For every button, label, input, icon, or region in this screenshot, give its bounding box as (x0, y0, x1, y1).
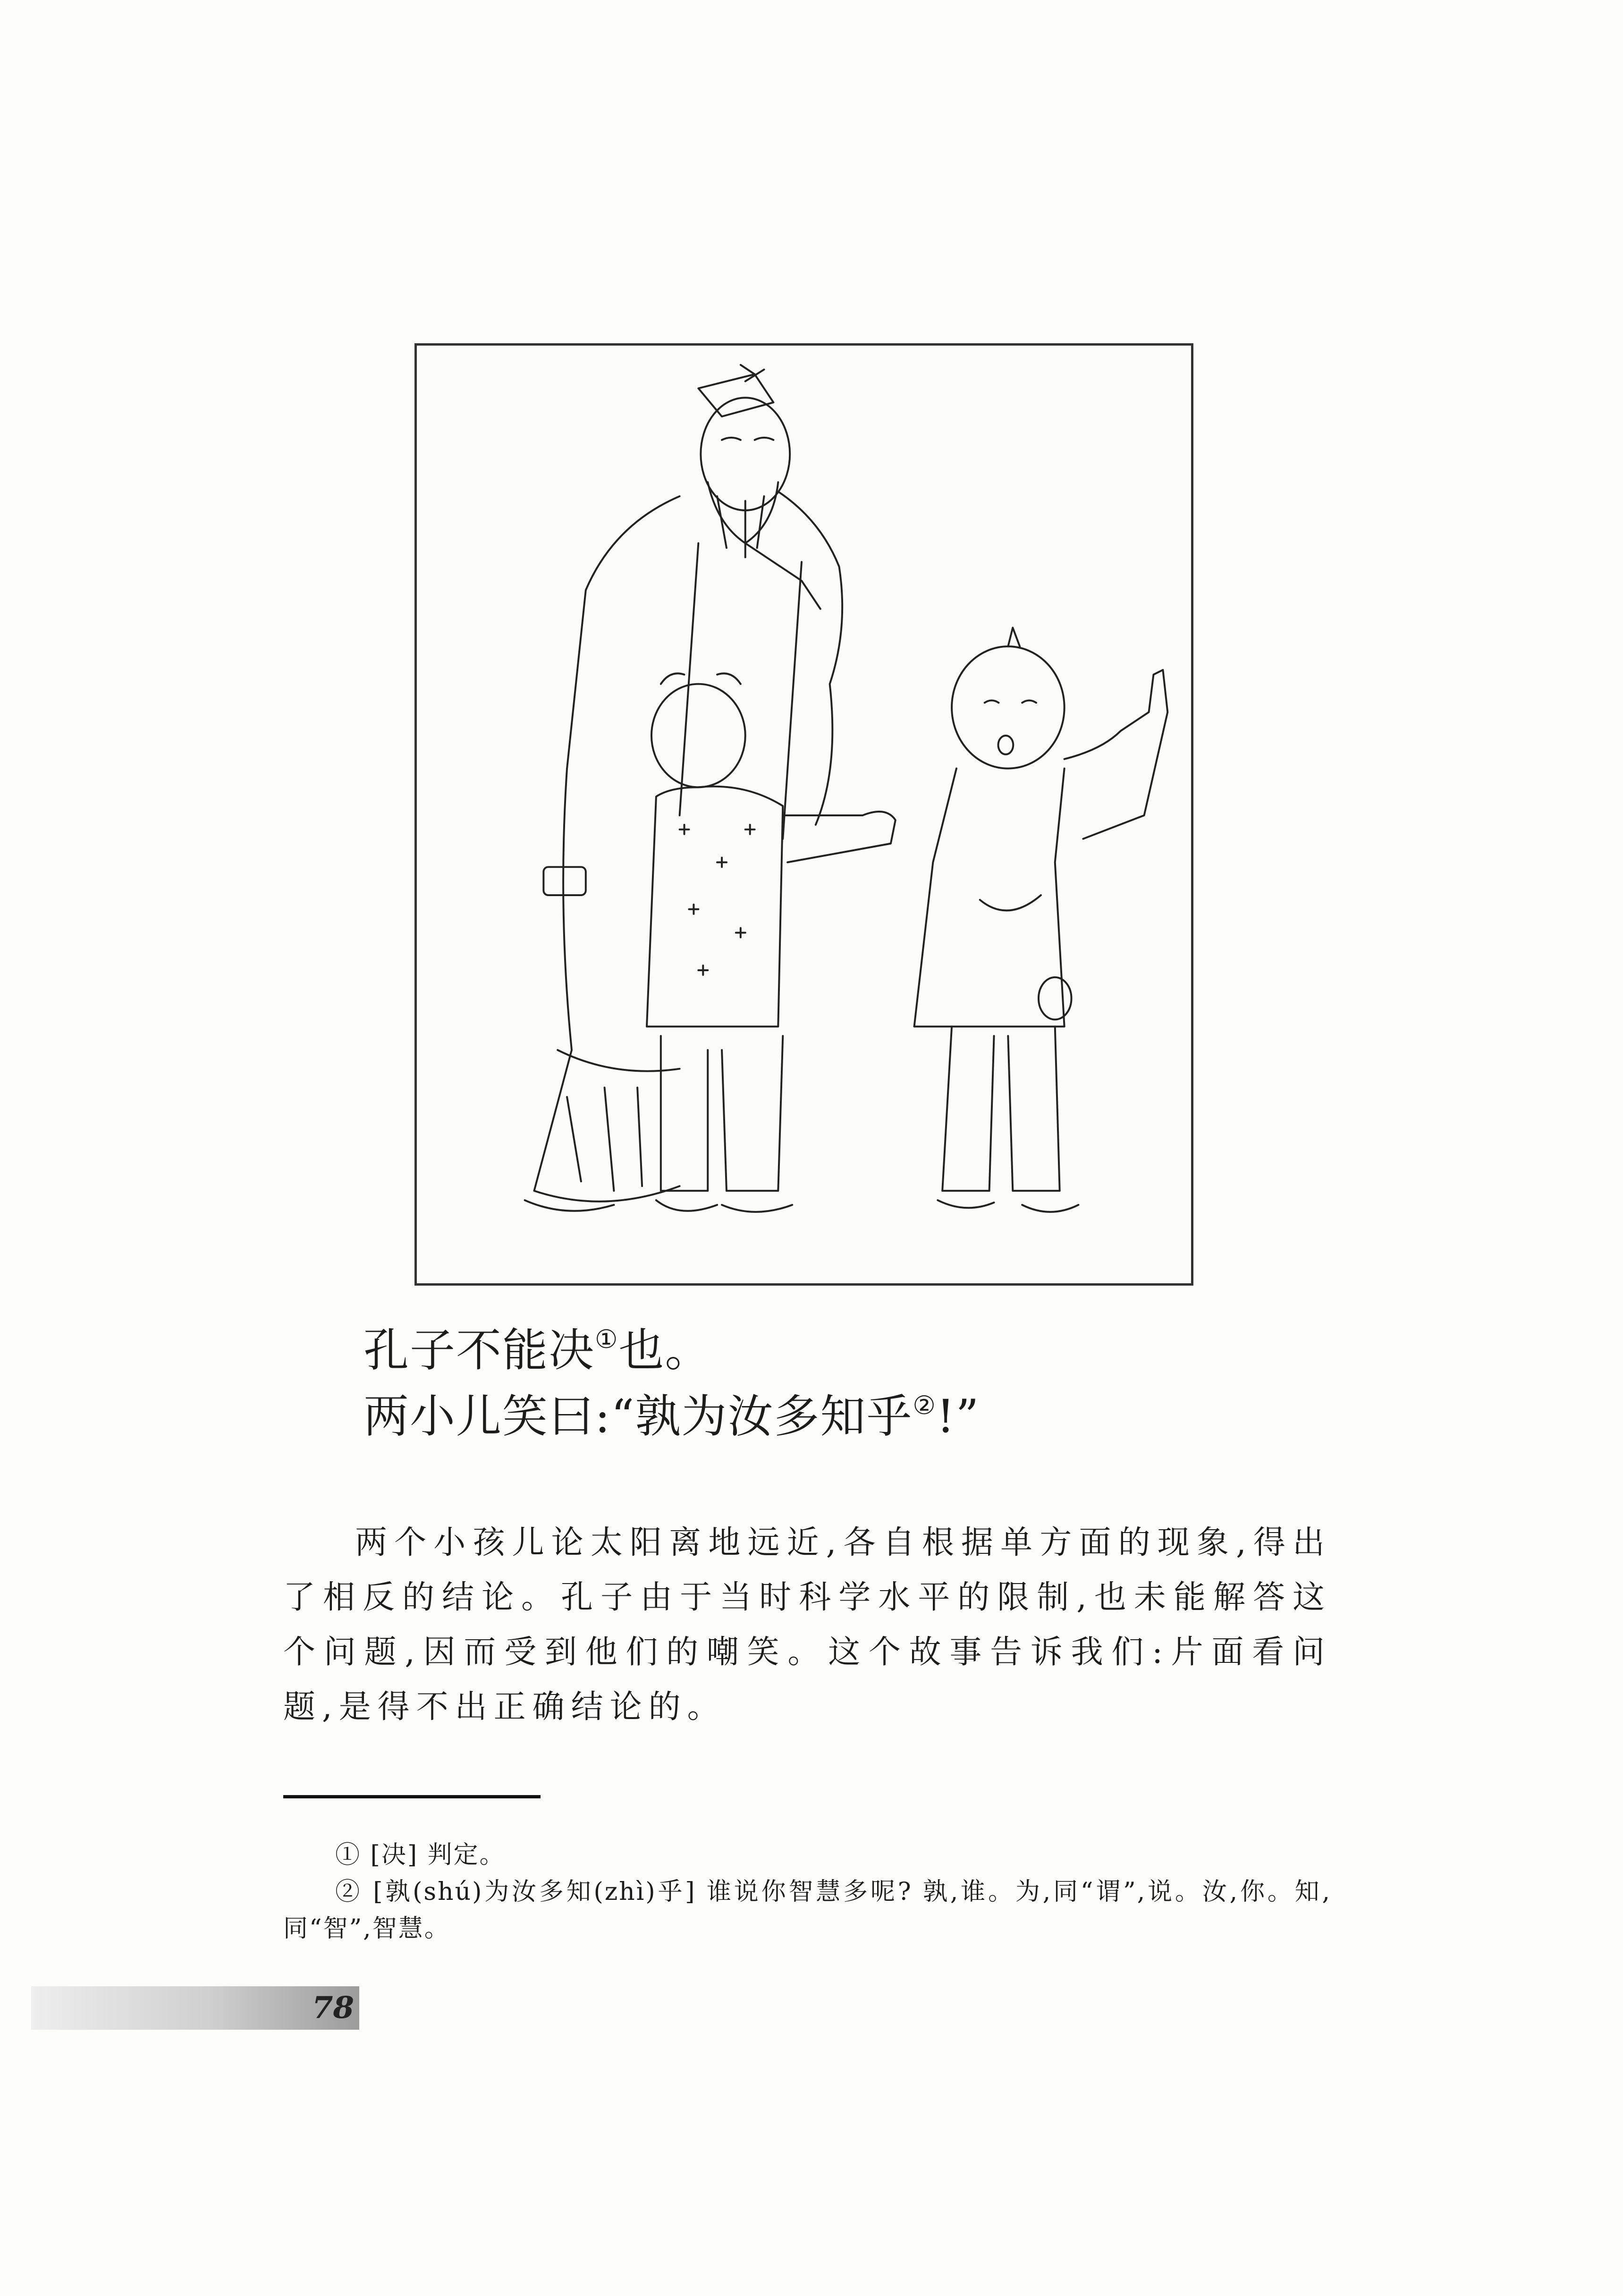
classical-text-line-1 (363, 1322, 711, 1379)
classical-text-segment: 两小儿笑曰:“孰为汝多知乎 (363, 1390, 913, 1443)
summary-paragraph: 两个小孩儿论太阳离地远近,各自根据单方面的现象,得出了相反的结论。孔子由于当时科学水平的限制,也未能解答这个问题,因而受到他们的嘲笑。这个故事告诉我们:片面看问题,是得不出正确结论的。 (283, 1524, 1331, 1726)
illustration-frame (414, 343, 1193, 1286)
classical-text-line-2 (363, 1388, 980, 1445)
page-number: 78 (312, 1990, 354, 2025)
classical-text-segment: 孔子不能决 (363, 1324, 595, 1377)
classical-text-segment: 也。 (618, 1324, 711, 1377)
confucius-and-two-children-drawing (417, 346, 1191, 1283)
footnote-marker-2[interactable]: ② (913, 1390, 937, 1420)
footnote-divider (283, 1795, 541, 1798)
footnote-1: ① [决] 判定。 (335, 1841, 506, 1869)
footnote-2: ② [孰(shú)为汝多知(zhì)乎] 谁说你智慧多呢? 孰,谁。为,同“谓”,说。汝,你。知,同“智”,智慧。 (283, 1878, 1331, 1943)
footnote-marker-1[interactable]: ① (595, 1324, 619, 1354)
classical-text-segment: !” (936, 1390, 980, 1443)
child-right-figure (914, 627, 1168, 1212)
